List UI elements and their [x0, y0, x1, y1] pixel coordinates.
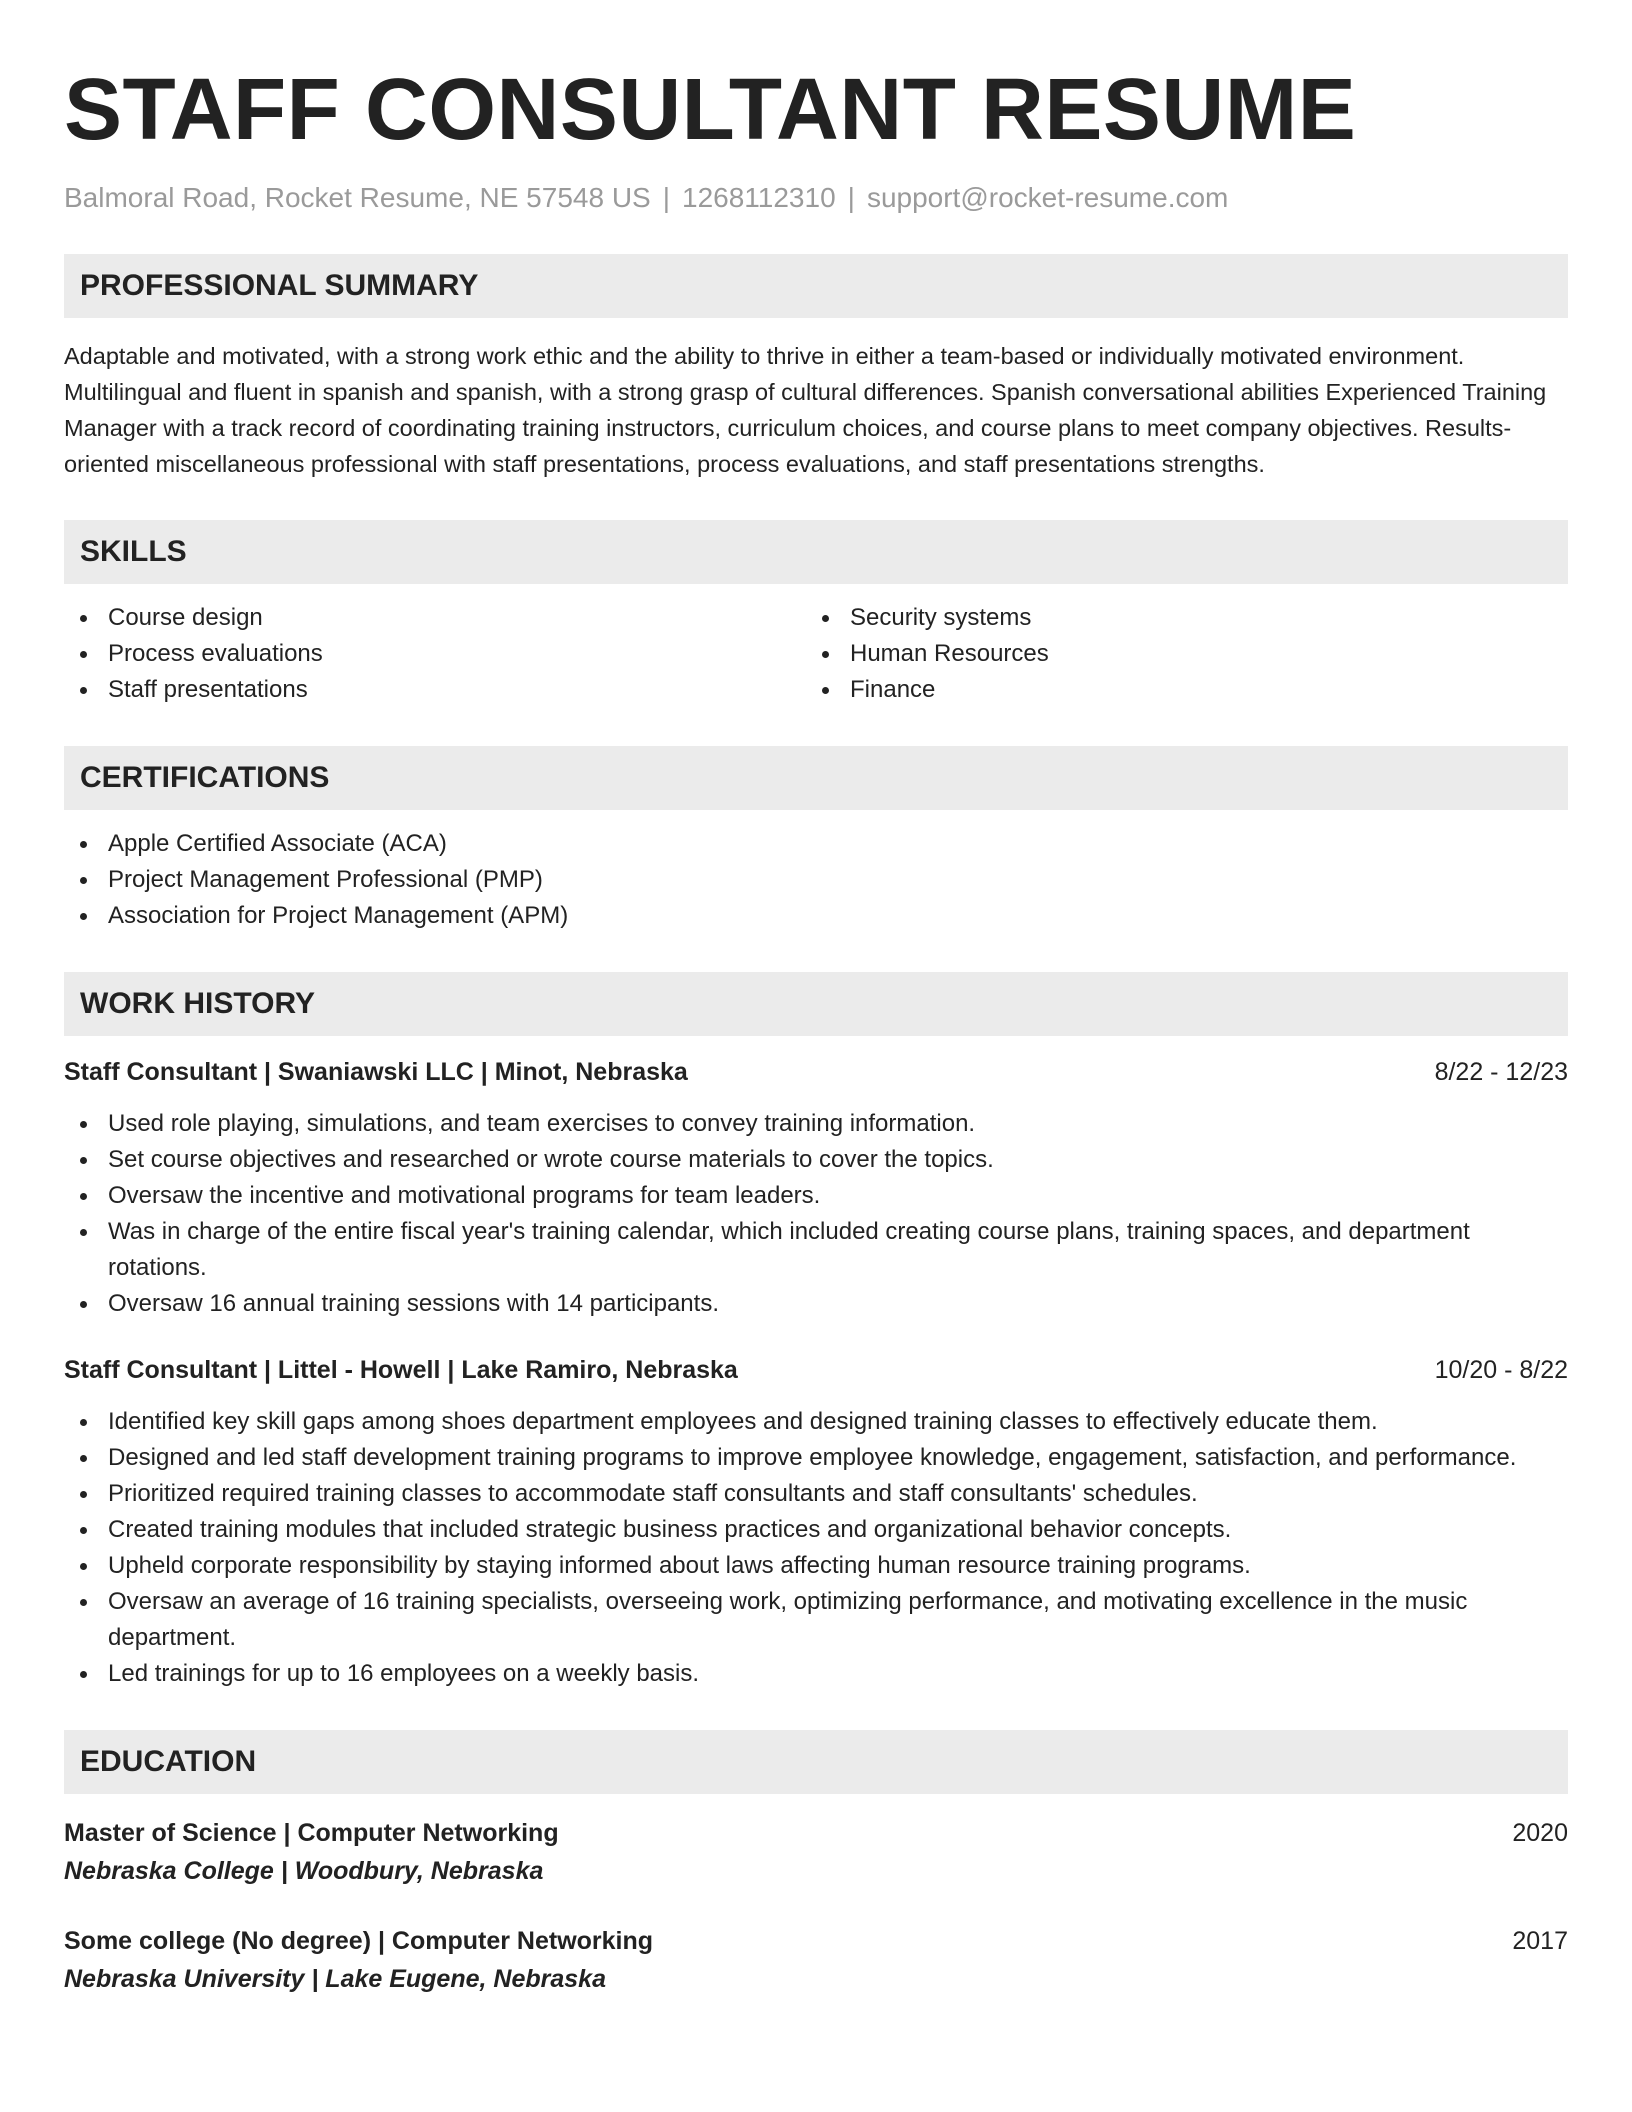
job-bullet: Oversaw an average of 16 training specialists, overseeing work, optimizing performance, and motivating excellence in the music department. [64, 1584, 1568, 1656]
job-title: Staff Consultant | Littel - Howell | Lake Ramiro, Nebraska [64, 1356, 738, 1384]
skills-list-left [64, 600, 806, 708]
contact-address: Balmoral Road, Rocket Resume, NE 57548 US [64, 182, 651, 213]
job-bullet: Identified key skill gaps among shoes department employees and designed training classes to effectively educate them. [64, 1404, 1568, 1440]
job-title: Staff Consultant | Swaniawski LLC | Minot, Nebraska [64, 1058, 688, 1086]
contact-separator: | [662, 182, 670, 213]
contact-phone: 1268112310 [682, 182, 836, 213]
education-school: Nebraska University | Lake Eugene, Nebraska [64, 1965, 606, 1993]
job-bullets [64, 1106, 1568, 1322]
job-header [64, 1054, 1568, 1090]
education-school: Nebraska College | Woodbury, Nebraska [64, 1857, 544, 1885]
section-header-education: EDUCATION [64, 1730, 1568, 1794]
contact-separator: | [847, 182, 855, 213]
certification-item: Association for Project Management (APM) [64, 898, 1568, 934]
education-degree: Master of Science | Computer Networking [64, 1819, 559, 1847]
certification-item: Apple Certified Associate (ACA) [64, 826, 1568, 862]
skill-item: Finance [806, 672, 1548, 708]
job-bullet: Oversaw the incentive and motivational programs for team leaders. [64, 1178, 1568, 1214]
contact-email: support@rocket-resume.com [866, 182, 1229, 213]
education-year: 2017 [1512, 1927, 1568, 1955]
section-header-certifications: CERTIFICATIONS [64, 746, 1568, 810]
skill-item: Staff presentations [64, 672, 806, 708]
resume-title: STAFF CONSULTANT RESUME [64, 61, 1357, 158]
education-degree: Some college (No degree) | Computer Networking [64, 1927, 654, 1955]
job-bullet: Used role playing, simulations, and team exercises to convey training information. [64, 1106, 1568, 1142]
job-bullet: Created training modules that included strategic business practices and organizational behavior concepts. [64, 1512, 1568, 1548]
job-bullet: Oversaw 16 annual training sessions with 14 participants. [64, 1286, 1568, 1322]
job-bullet: Led trainings for up to 16 employees on a weekly basis. [64, 1656, 1568, 1692]
job-bullets [64, 1404, 1568, 1692]
skill-item: Process evaluations [64, 636, 806, 672]
job-bullet: Was in charge of the entire fiscal year's training calendar, which included creating course plans, training spaces, and department rotations. [64, 1214, 1568, 1286]
skills-grid [64, 600, 1568, 708]
skill-item: Human Resources [806, 636, 1548, 672]
job-entry [64, 1352, 1568, 1692]
job-header [64, 1352, 1568, 1388]
skill-item: Course design [64, 600, 806, 636]
contact-line [64, 180, 1568, 216]
education-entry [64, 1814, 1568, 1890]
section-header-work-history: WORK HISTORY [64, 972, 1568, 1036]
section-header-skills: SKILLS [64, 520, 1568, 584]
job-bullet: Designed and led staff development training programs to improve employee knowledge, engagement, satisfaction, and performance. [64, 1440, 1568, 1476]
skills-list-right [806, 600, 1548, 708]
certifications-list [64, 826, 1568, 934]
skill-item: Security systems [806, 600, 1548, 636]
education-header [64, 1922, 1568, 1960]
education-entry [64, 1922, 1568, 1998]
summary-text: Adaptable and motivated, with a strong work ethic and the ability to thrive in either a team-based or individually motivated environment. Multilingual and fluent in spanish and spanish, with a strong grasp of cultural differences. Spanish conversational abilities Experienced Training Manager with a track record of coordinating training instructors, curriculum choices, and course plans to meet company objectives. Results-oriented miscellaneous professional with staff presentations, process evaluations, and staff presentations strengths. [64, 343, 1547, 477]
job-dates: 8/22 - 12/23 [1434, 1058, 1568, 1086]
job-bullet: Upheld corporate responsibility by staying informed about laws affecting human resource training programs. [64, 1548, 1568, 1584]
job-bullet: Prioritized required training classes to accommodate staff consultants and staff consultants' schedules. [64, 1476, 1568, 1512]
certification-item: Project Management Professional (PMP) [64, 862, 1568, 898]
job-entry [64, 1054, 1568, 1322]
resume-page [64, 56, 1568, 1998]
education-year: 2020 [1512, 1819, 1568, 1847]
job-bullet: Set course objectives and researched or wrote course materials to cover the topics. [64, 1142, 1568, 1178]
section-header-summary: PROFESSIONAL SUMMARY [64, 254, 1568, 318]
education-header [64, 1814, 1568, 1852]
job-dates: 10/20 - 8/22 [1434, 1356, 1568, 1384]
